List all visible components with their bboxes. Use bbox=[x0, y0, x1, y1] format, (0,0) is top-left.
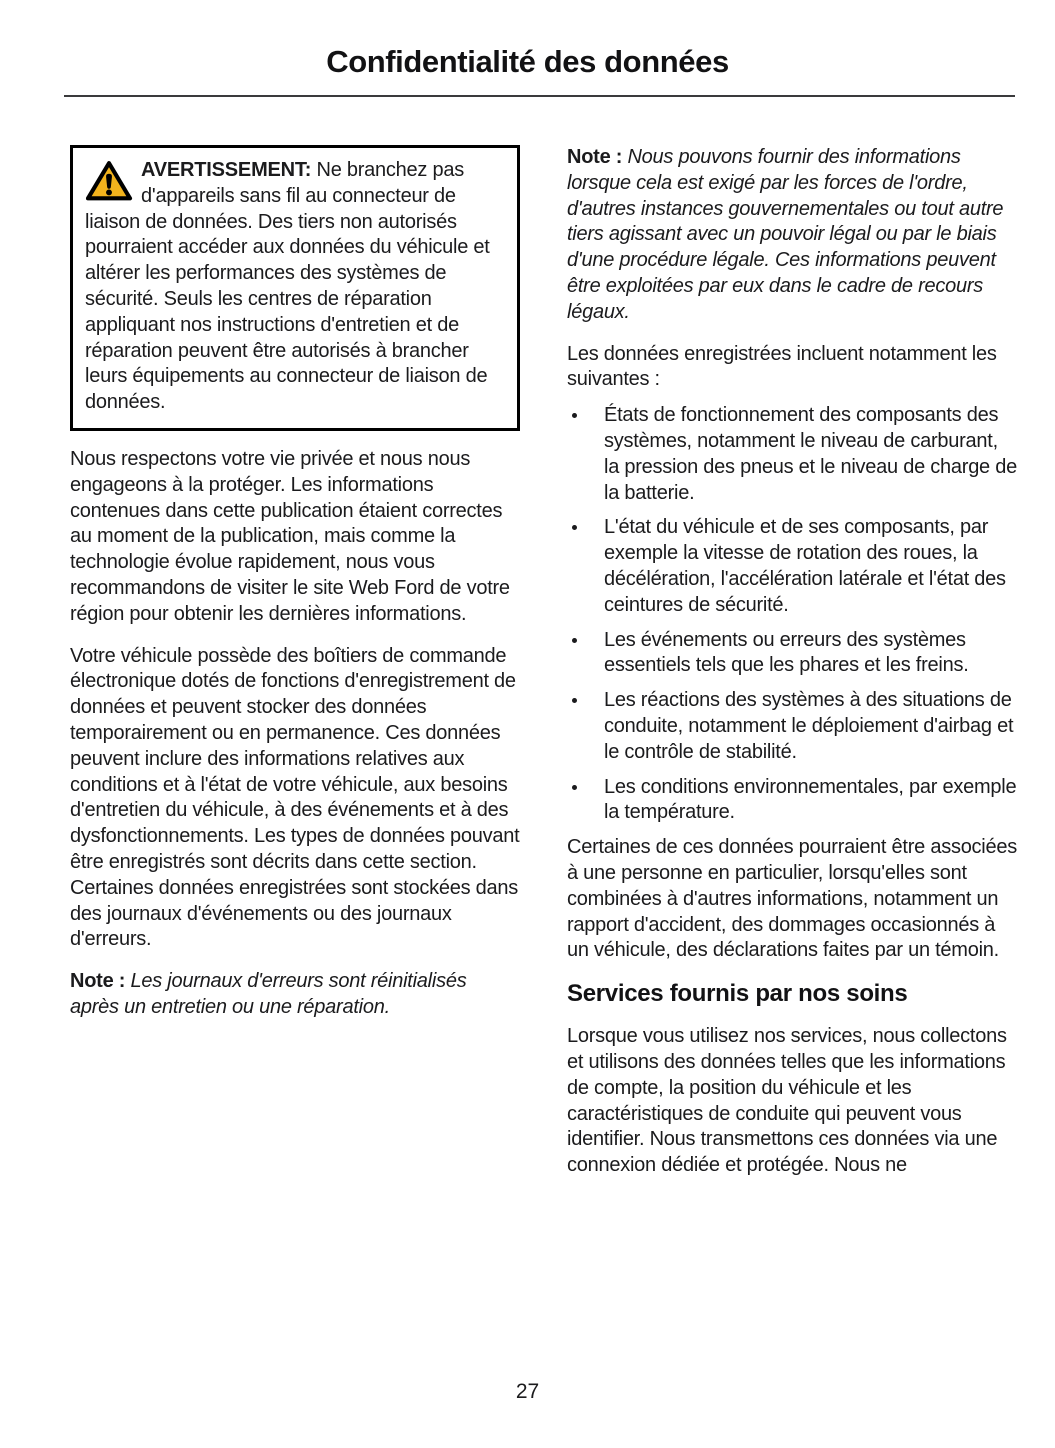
list-item: Les conditions environnementales, par exemple la température. bbox=[567, 775, 1017, 827]
page-title: Confidentialité des données bbox=[326, 44, 729, 79]
recorded-data-list bbox=[567, 403, 1017, 826]
note-label: Note : bbox=[567, 146, 623, 168]
privacy-paragraph: Nous respectons votre vie privée et nous nous engageons à la protéger. Les informations contenues dans cette publication étaient correctes au moment de la publication, mais comme la technologie évolue rapidement, nous vous recommandons de visiter le site Web Ford de votre région pour obtenir les dernières informations. bbox=[70, 447, 510, 625]
services-paragraph: Lorsque vous utilisez nos services, nous collectons et utilisons des données telles que les informations de compte, la position du véhicule et les caractéristiques de conduite qui peuvent vous identifier. Nous transmettons ces données via une connexion dédiée et protégée. Nous ne bbox=[567, 1025, 1007, 1177]
list-item: Les réactions des systèmes à des situations de conduite, notamment le déploiement d'airbag et le contrôle de stabilité. bbox=[567, 688, 1017, 765]
warning-box bbox=[70, 145, 520, 431]
data-recording-paragraph: Votre véhicule possède des boîtiers de commande électronique dotés de fonctions d'enregistrement de données et peuvent stocker des données temporairement ou en permanence. Ces données peuvent inclure des informations relatives aux conditions et à l'état de votre véhicule, aux besoins d'entretien du véhicule, à des événements et à des dysfonctionnements. Les types de données pouvant être enregistrés sont décrits dans cette section. Certaines données enregistrées sont stockées dans des journaux d'événements ou des journaux d'erreurs. bbox=[70, 644, 520, 951]
legal-disclosure-note bbox=[567, 145, 1017, 326]
two-column-layout bbox=[70, 145, 1055, 1195]
recorded-data-intro: Les données enregistrées incluent notamment les suivantes : bbox=[567, 342, 997, 391]
right-column bbox=[567, 145, 1017, 1195]
page-number: 27 bbox=[515, 1380, 540, 1403]
warning-triangle-icon bbox=[85, 160, 133, 202]
warning-paragraph bbox=[85, 158, 505, 416]
note-body: Les journaux d'erreurs sont réinitialisés après un entretien ou une réparation. bbox=[70, 970, 467, 1018]
note-body: Nous pouvons fournir des informations lorsque cela est exigé par les forces de l'ordre, d'autres instances gouvernementales ou tout autre tiers agissant avec un pouvoir légal ou par le biais d'une procédure légale. Ces informations peuvent être exploitées par eux dans le cadre de recours légaux. bbox=[567, 146, 1004, 323]
list-item: L'état du véhicule et de ses composants, par exemple la vitesse de rotation des roues, la décélération, l'accélération latérale et l'état des ceintures de sécurité. bbox=[567, 515, 1017, 618]
list-item: Les événements ou erreurs des systèmes essentiels tels que les phares et les freins. bbox=[567, 628, 1017, 680]
services-section-heading: Services fournis par nos soins bbox=[567, 980, 908, 1008]
data-association-paragraph: Certaines de ces données pourraient être associées à une personne en particulier, lorsqu'elles sont combinées à d'autres informations, notamment un rapport d'accident, des dommages occasionnés à un véhicule, des déclarations faites par un témoin. bbox=[567, 836, 1017, 962]
warning-text: Ne branchez pas d'appareils sans fil au connecteur de liaison de données. Des tiers non autorisés pourraient accéder aux données du véhicule et altérer les performances des systèmes de sécurité. Seuls les centres de réparation appliquant nos instructions d'entretien et de réparation peuvent être autorisés à brancher leurs équipements au connecteur de liaison de données. bbox=[85, 159, 490, 414]
note-label: Note : bbox=[70, 970, 126, 993]
title-divider bbox=[64, 95, 1015, 97]
error-log-note bbox=[70, 969, 520, 1021]
left-column bbox=[70, 145, 520, 1195]
list-item: États de fonctionnement des composants des systèmes, notamment le niveau de carburant, la pression des pneus et le niveau de charge de la batterie. bbox=[567, 403, 1017, 506]
warning-label: AVERTISSEMENT: bbox=[141, 159, 312, 181]
